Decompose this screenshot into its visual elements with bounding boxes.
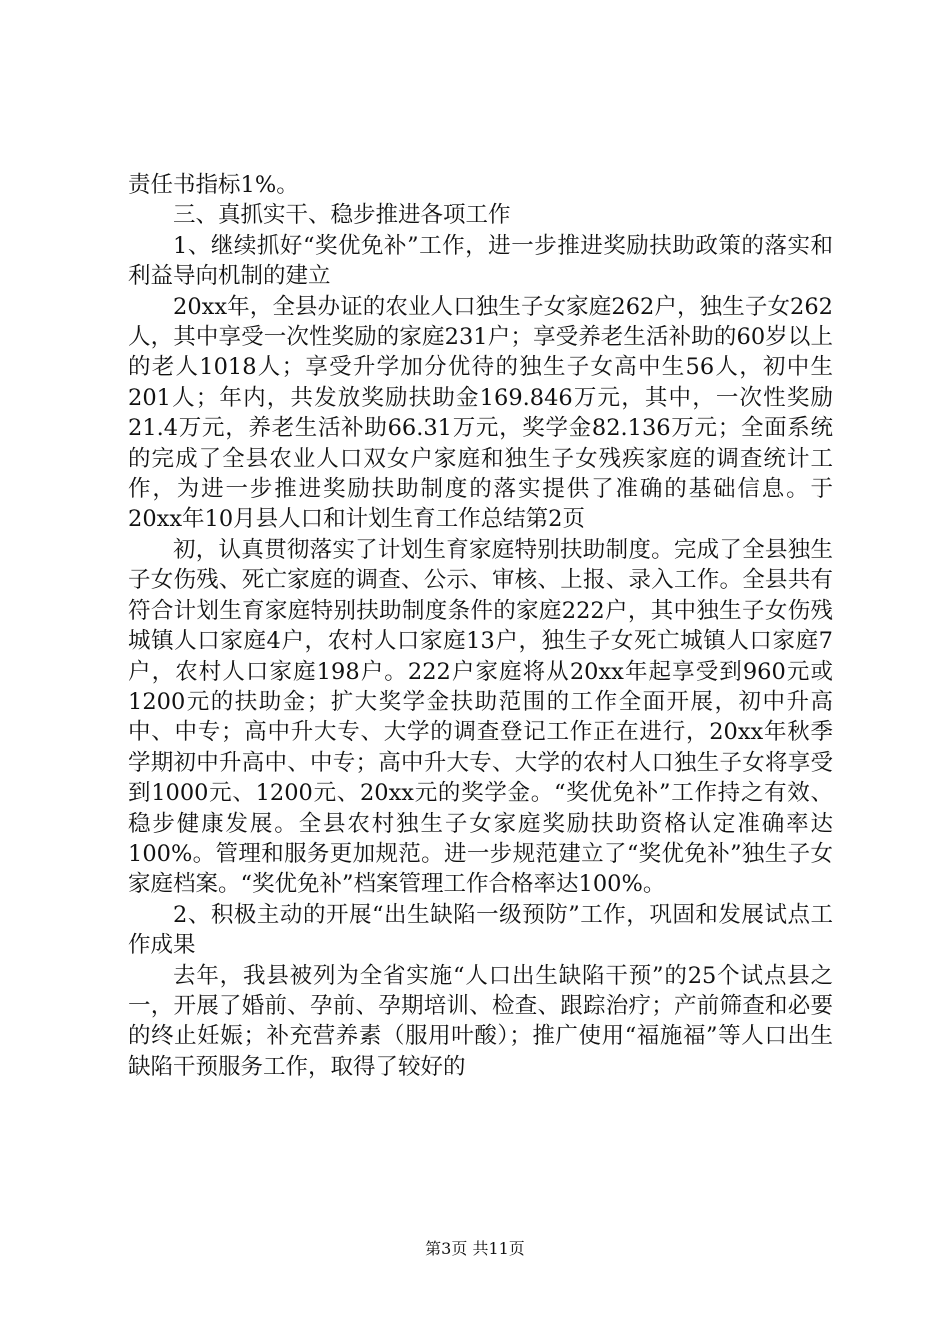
- paragraph-3: 初，认真贯彻落实了计划生育家庭特别扶助制度。完成了全县独生子女伤残、死亡家庭的调查、公示、审核、上报、录入工作。全县共有符合计划生育家庭特别扶助制度条件的家庭222户，其中独生子女伤残城镇人口家庭4户，农村人口家庭13户，独生子女死亡城镇人口家庭7户，农村人口家庭198户。222户家庭将从20xx年起享受到960元或1200元的扶助金；扩大奖学金扶助范围的工作全面开展，初中升高中、中专；高中升大专、大学的调查登记工作正在进行，20xx年秋季学期初中升高中、中专；高中升大专、大学的农村人口独生子女将享受到1000元、1200元、20xx元的奖学金。“奖优免补”工作持之有效、稳步健康发展。全县农村独生子女家庭奖励扶助资格认定准确率达100%。管理和服务更加规范。进一步规范建立了“奖优免补”独生子女家庭档案。“奖优免补”档案管理工作合格率达100%。: [128, 536, 833, 898]
- paragraph-1: 责任书指标1%。: [128, 172, 299, 198]
- document-body: [128, 170, 833, 1082]
- page-footer: 第3页 共11页: [425, 1239, 525, 1258]
- section-heading-3: 三、真抓实干、稳步推进各项工作: [173, 202, 511, 229]
- subheading-1: 1、继续抓好“奖优免补”工作，进一步推进奖励扶助政策的落实和利益导向机制的建立: [128, 232, 833, 290]
- paragraph-2: 20xx年，全县办证的农业人口独生子女家庭262户，独生子女262人，其中享受一次性奖励的家庭231户；享受养老生活补助的60岁以上的老人1018人；享受升学加分优待的独生子女高中生56人，初中生201人；年内，共发放奖励扶助金169.846万元，其中，一次性奖励21.4万元，养老生活补助66.31万元，奖学金82.136万元；全面系统的完成了全县农业人口双女户家庭和独生子女残疾家庭的调查统计工作，为进一步推进奖励扶助制度的落实提供了准确的基础信息。于20xx年10月县人口和计划生育工作总结第2页: [128, 293, 833, 533]
- subheading-2: 2、积极主动的开展“出生缺陷一级预防”工作，巩固和发展试点工作成果: [128, 901, 833, 959]
- paragraph-4: 去年，我县被列为全省实施“人口出生缺陷干预”的25个试点县之一，开展了婚前、孕前、孕期培训、检查、跟踪治疗；产前筛查和必要的终止妊娠；补充营养素（服用叶酸）；推广使用“福施福”等人口出生缺陷干预服务工作，取得了较好的: [128, 962, 833, 1080]
